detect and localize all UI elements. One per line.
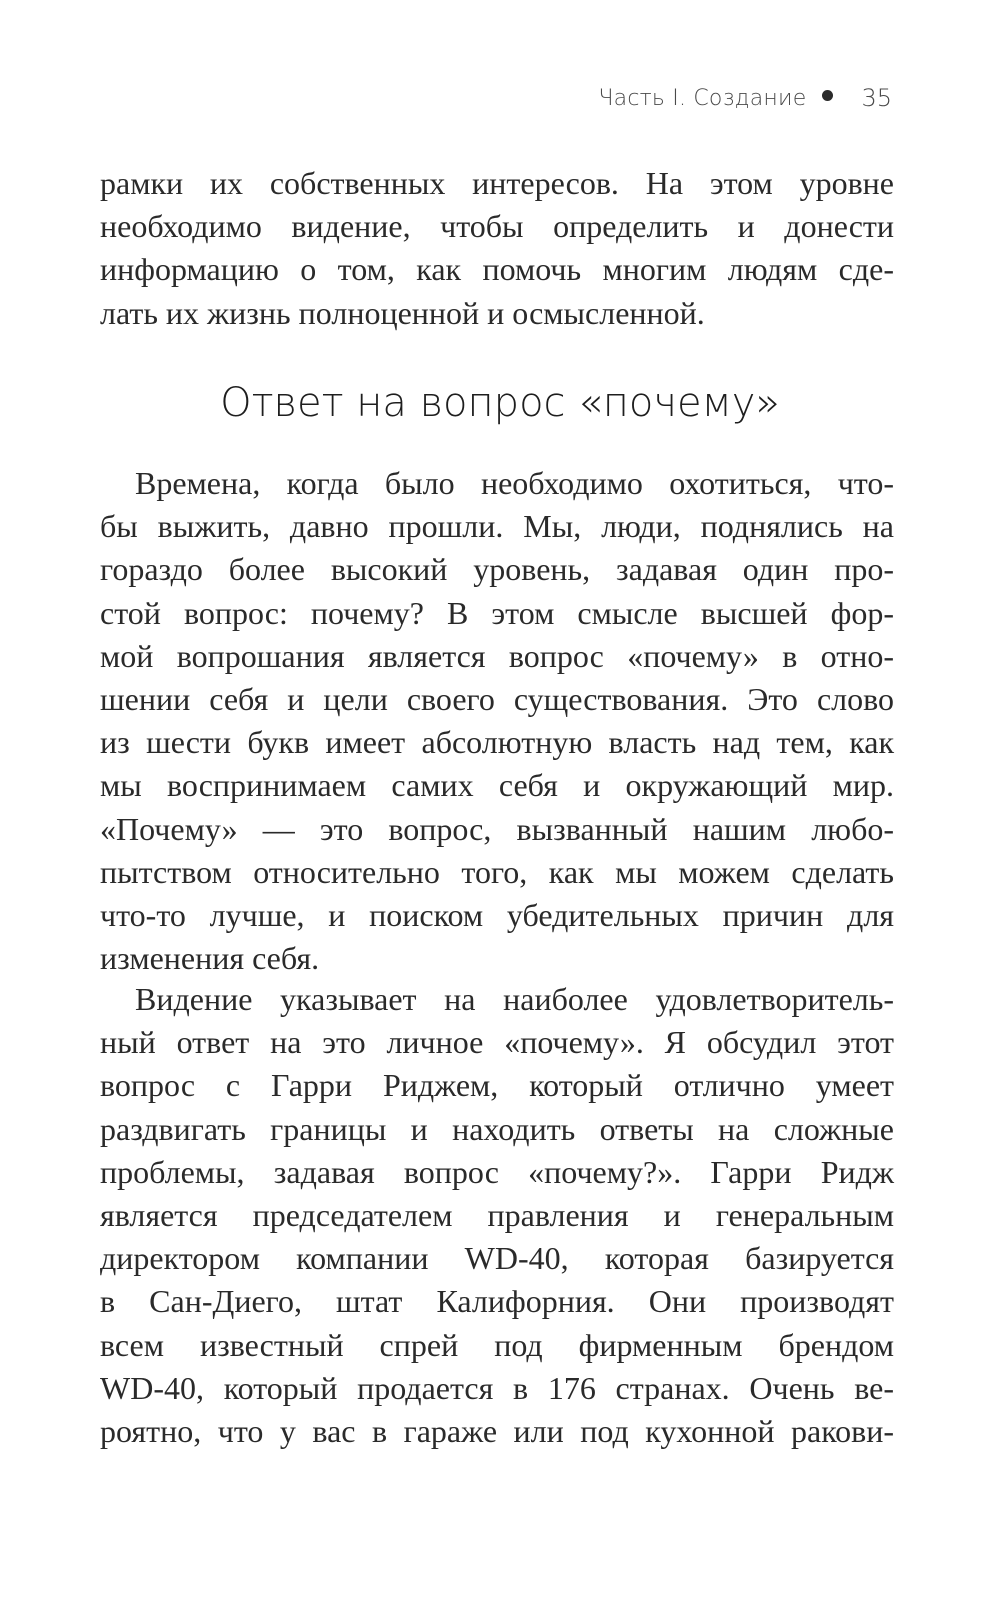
text-line: «Почему» — это вопрос, вызванный нашим любо- [100, 810, 894, 847]
text-line: изменения себя. [100, 940, 320, 977]
text-line: вопрос с Гарри Риджем, который отлично умеет [100, 1067, 894, 1104]
text-line: в Сан-Диего, штат Калифорния. Они производят [100, 1283, 894, 1320]
text-line: всем известный спрей под фирменным брендом [100, 1326, 894, 1363]
bullet-dot-icon [822, 90, 833, 101]
paragraph-2 [100, 462, 894, 980]
text-line: директором компании WD-40, которая базируется [100, 1240, 894, 1277]
text-line: рамки их собственных интересов. На этом уровне [100, 165, 894, 201]
text-line: ный ответ на это личное «почему». Я обсудил этот [100, 1024, 894, 1061]
text-line: что-то лучше, и поиском убедительных причин для [100, 897, 894, 934]
paragraph-3 [100, 978, 894, 1453]
text-line: гораздо более высокий уровень, задавая один про- [100, 551, 894, 588]
text-line: шении себя и цели своего существования. Это слово [100, 681, 894, 718]
text-line: необходимо видение, чтобы определить и донести [100, 208, 894, 245]
text-line: раздвигать границы и находить ответы на сложные [100, 1110, 894, 1147]
text-line: лать их жизнь полноценной и осмысленной. [100, 294, 705, 331]
section-heading: Ответ на вопрос «почему» [220, 380, 780, 426]
text-line: является председателем правления и генеральным [100, 1197, 894, 1234]
page-number: 35 [861, 84, 892, 112]
text-line: бы выжить, давно прошли. Мы, люди, поднялись на [100, 508, 894, 545]
text-line: стой вопрос: почему? В этом смысле высшей фор- [100, 594, 894, 631]
paragraph-1 [100, 162, 894, 335]
text-line: из шести букв имеет абсолютную власть над тем, как [100, 724, 894, 761]
text-line: WD-40, который продается в 176 странах. Очень ве- [100, 1369, 894, 1406]
text-line: Видение указывает на наиболее удовлетворитель- [135, 981, 894, 1017]
text-line: мы воспринимаем самих себя и окружающий мир. [100, 767, 894, 804]
running-head [598, 84, 892, 112]
text-line: проблемы, задавая вопрос «почему?». Гарри Ридж [100, 1153, 894, 1190]
running-head-section: Часть I. Создание [598, 85, 807, 111]
text-line: роятно, что у вас в гараже или под кухонной ракови- [100, 1413, 894, 1450]
text-line: информацию о том, как помочь многим людям сде- [100, 251, 894, 288]
text-line: мой вопрошания является вопрос «почему» в отно- [100, 637, 894, 674]
text-line: пытством относительно того, как мы можем сделать [100, 853, 894, 890]
text-line: Времена, когда было необходимо охотиться, что- [135, 465, 894, 501]
